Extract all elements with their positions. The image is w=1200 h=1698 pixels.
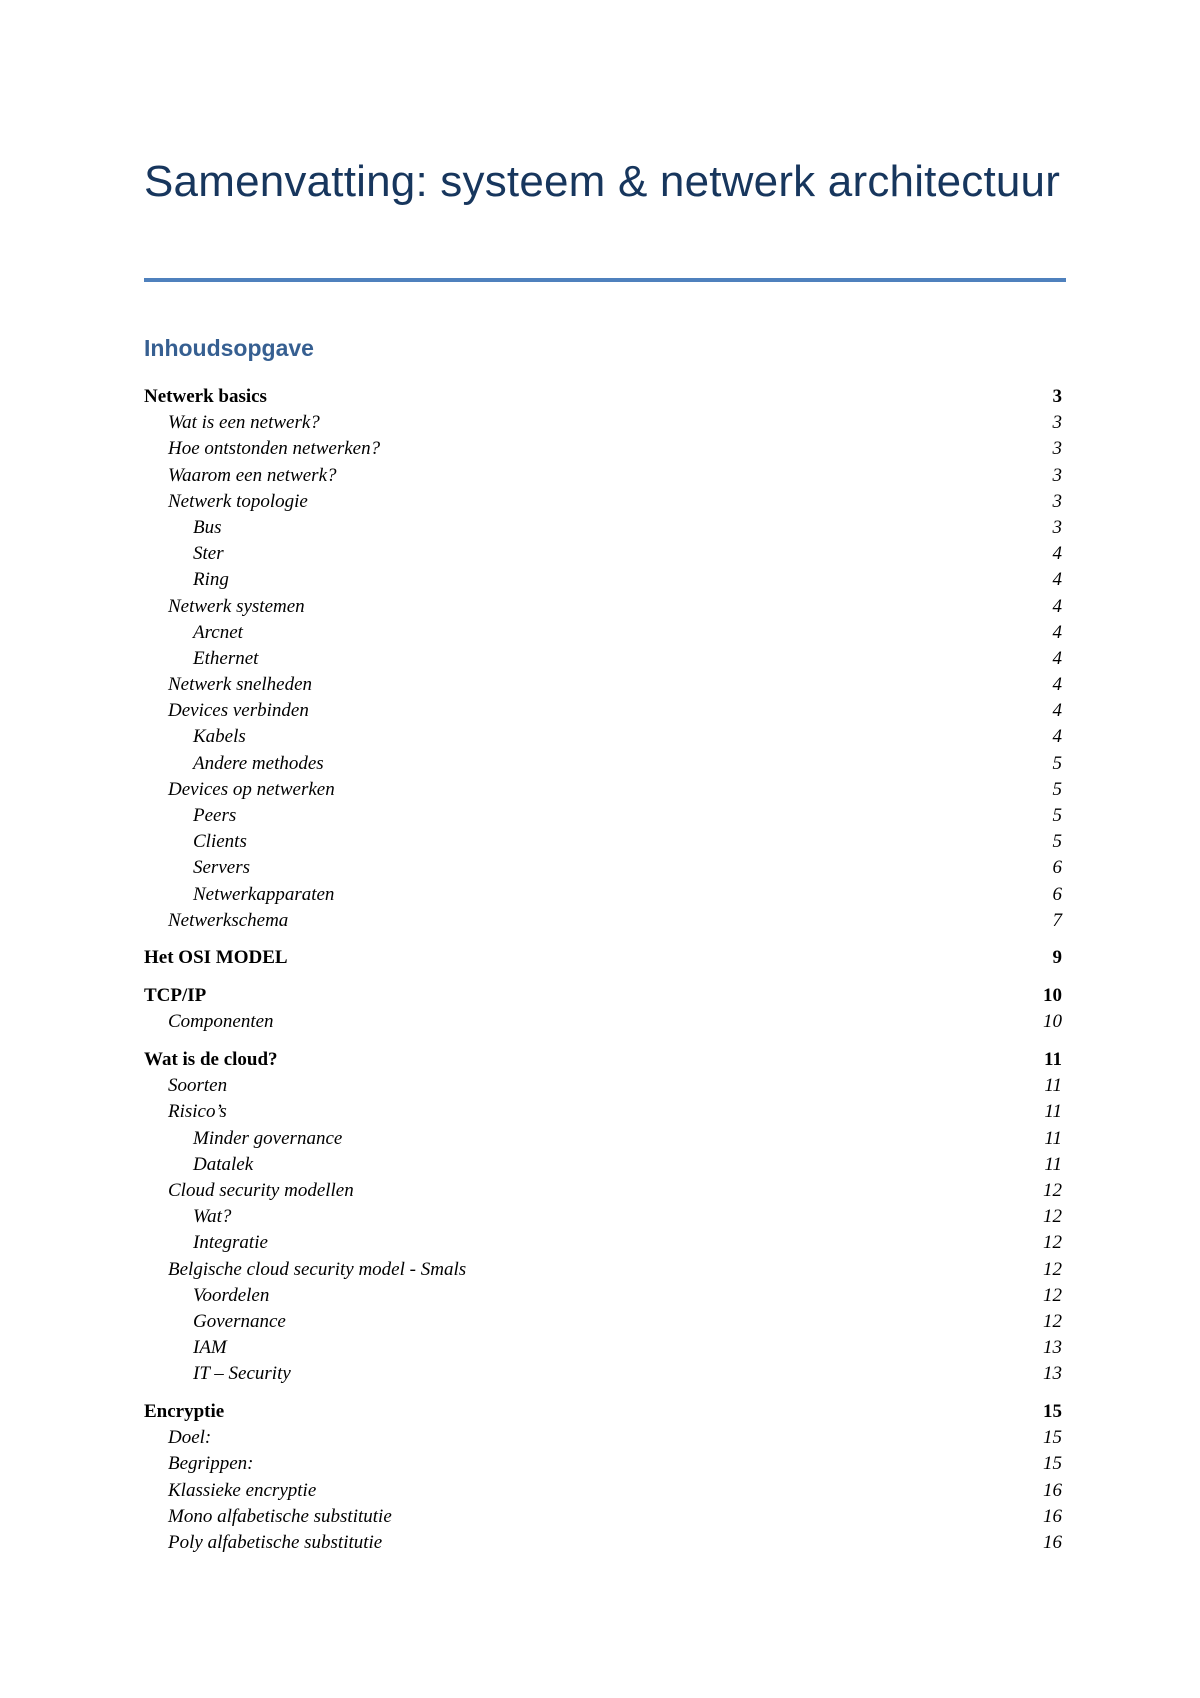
toc-entry-label: Arcnet — [193, 621, 243, 643]
toc-entry-page-number: 4 — [1052, 569, 1062, 591]
toc-entry-label: Bus — [193, 516, 222, 538]
toc-entry-page-number: 12 — [1043, 1310, 1062, 1332]
toc-entry-label: Het OSI MODEL — [144, 947, 288, 969]
toc-entry[interactable] — [144, 1361, 1066, 1387]
toc-entry-page-number: 16 — [1043, 1531, 1062, 1553]
toc-entry[interactable] — [144, 1283, 1066, 1309]
toc-entry[interactable] — [144, 724, 1066, 750]
toc-entry-label: Netwerk basics — [144, 386, 267, 407]
toc-entry-page-number: 12 — [1043, 1206, 1062, 1228]
toc-entry[interactable] — [144, 777, 1066, 803]
toc-entry[interactable] — [144, 1126, 1066, 1152]
toc-entry[interactable] — [144, 829, 1066, 855]
toc-entry-label: Mono alfabetische substitutie — [168, 1505, 392, 1527]
toc-entry[interactable] — [144, 646, 1066, 672]
toc-entry[interactable] — [144, 1047, 1066, 1073]
toc-entry-page-number: 12 — [1043, 1258, 1062, 1280]
toc-entry-label: Begrippen: — [168, 1453, 254, 1475]
toc-entry[interactable] — [144, 384, 1066, 410]
toc-entry-page-number: 15 — [1043, 1453, 1062, 1475]
toc-entry-label: Wat? — [193, 1206, 232, 1228]
toc-entry-label: Wat is een netwerk? — [168, 412, 320, 434]
toc-entry-page-number: 5 — [1052, 752, 1062, 774]
toc-entry[interactable] — [144, 1399, 1066, 1425]
toc-entry-label: Belgische cloud security model - Smals — [168, 1258, 467, 1280]
toc-entry[interactable] — [144, 489, 1066, 515]
toc-entry[interactable] — [144, 1009, 1066, 1035]
toc-entry-label: TCP/IP — [144, 985, 207, 1007]
toc-entry-label: Risico’s — [168, 1101, 227, 1123]
toc-entry-label: Doel: — [168, 1427, 212, 1449]
toc-entry-label: Wat is de cloud? — [144, 1049, 278, 1070]
toc-entry-label: IT – Security — [193, 1363, 291, 1385]
toc-entry[interactable] — [144, 594, 1066, 620]
toc-entry[interactable] — [144, 620, 1066, 646]
toc-entry-page-number: 11 — [1044, 1075, 1062, 1097]
toc-entry-page-number: 11 — [1044, 1127, 1062, 1149]
toc-entry[interactable] — [144, 698, 1066, 724]
toc-entry-label: Ethernet — [193, 647, 259, 669]
toc-entry[interactable] — [144, 436, 1066, 462]
toc-entry[interactable] — [144, 1178, 1066, 1204]
toc-entry-label: Voordelen — [193, 1284, 270, 1306]
toc-heading: Inhoudsopgave — [144, 335, 314, 361]
toc-entry-label: Kabels — [193, 726, 246, 748]
toc-entry[interactable] — [144, 1073, 1066, 1099]
toc-entry[interactable] — [144, 1152, 1066, 1178]
toc-entry[interactable] — [144, 908, 1066, 934]
toc-entry[interactable] — [144, 1478, 1066, 1504]
toc-entry-label: Servers — [193, 857, 250, 879]
toc-entry-label: Netwerkapparaten — [193, 883, 335, 905]
toc-entry-page-number: 15 — [1043, 1400, 1062, 1422]
toc-entry[interactable] — [144, 463, 1066, 489]
toc-entry-page-number: 4 — [1052, 647, 1062, 669]
toc-entry-page-number: 3 — [1052, 464, 1062, 486]
toc-entry-label: Soorten — [168, 1075, 228, 1097]
toc-entry[interactable] — [144, 672, 1066, 698]
toc-entry-page-number: 11 — [1044, 1153, 1062, 1175]
toc-entry[interactable] — [144, 1309, 1066, 1335]
table-of-contents — [144, 384, 1066, 1556]
toc-entry[interactable] — [144, 1257, 1066, 1283]
toc-entry-page-number: 6 — [1052, 883, 1062, 905]
toc-entry[interactable] — [144, 1504, 1066, 1530]
toc-entry[interactable] — [144, 803, 1066, 829]
toc-entry-page-number: 7 — [1052, 909, 1062, 931]
toc-entry-label: Devices verbinden — [168, 700, 309, 722]
toc-entry-label: Encryptie — [144, 1400, 225, 1422]
toc-entry-page-number: 13 — [1043, 1337, 1062, 1359]
toc-entry[interactable] — [144, 410, 1066, 436]
toc-entry-label: Waarom een netwerk? — [168, 464, 337, 486]
toc-entry-page-number: 13 — [1043, 1363, 1062, 1385]
toc-entry-page-number: 11 — [1044, 1101, 1062, 1123]
toc-entry-label: Datalek — [193, 1153, 254, 1175]
toc-entry[interactable] — [144, 541, 1066, 567]
toc-entry-label: Netwerk snelheden — [168, 674, 313, 696]
toc-entry[interactable] — [144, 882, 1066, 908]
toc-entry-page-number: 12 — [1043, 1232, 1062, 1254]
toc-entry-page-number: 10 — [1043, 1011, 1062, 1033]
toc-entry[interactable] — [144, 515, 1066, 541]
toc-entry-label: Cloud security modellen — [168, 1179, 354, 1201]
toc-entry[interactable] — [144, 1425, 1066, 1451]
toc-entry-page-number: 4 — [1052, 621, 1062, 643]
toc-entry-label: Governance — [193, 1310, 286, 1332]
toc-entry[interactable] — [144, 1335, 1066, 1361]
toc-entry[interactable] — [144, 983, 1066, 1009]
toc-entry-page-number: 3 — [1052, 386, 1062, 407]
toc-entry-page-number: 6 — [1052, 857, 1062, 879]
toc-entry-page-number: 3 — [1052, 438, 1062, 460]
toc-entry-page-number: 5 — [1052, 778, 1062, 800]
toc-entry-page-number: 15 — [1043, 1427, 1062, 1449]
toc-entry[interactable] — [144, 1451, 1066, 1477]
toc-entry-label: IAM — [193, 1337, 227, 1359]
toc-entry-page-number: 4 — [1052, 674, 1062, 696]
toc-entry-page-number: 5 — [1052, 805, 1062, 826]
toc-entry-page-number: 16 — [1043, 1505, 1062, 1527]
document-title: Samenvatting: systeem & netwerk architectuur — [144, 157, 1061, 206]
toc-entry-label: Minder governance — [193, 1127, 343, 1149]
toc-entry-page-number: 12 — [1043, 1179, 1062, 1201]
toc-entry-label: Integratie — [193, 1232, 268, 1254]
toc-entry-page-number: 12 — [1043, 1284, 1062, 1306]
toc-entry-label: Netwerkschema — [168, 909, 289, 931]
toc-entry[interactable] — [144, 855, 1066, 881]
toc-entry-page-number: 3 — [1052, 516, 1062, 538]
toc-entry-page-number: 10 — [1043, 985, 1062, 1007]
toc-entry-label: Ster — [193, 543, 224, 565]
toc-entry-page-number: 3 — [1052, 490, 1062, 512]
toc-entry[interactable] — [144, 945, 1066, 971]
toc-entry-page-number: 16 — [1043, 1479, 1062, 1501]
toc-entry-page-number: 9 — [1052, 947, 1062, 969]
toc-entry-label: Devices op netwerken — [168, 778, 335, 800]
toc-entry[interactable] — [144, 751, 1066, 777]
toc-entry-page-number: 4 — [1052, 726, 1062, 748]
toc-entry[interactable] — [144, 567, 1066, 593]
title-underline — [144, 278, 1066, 282]
toc-entry-label: Hoe ontstonden netwerken? — [168, 438, 381, 460]
toc-entry-label: Componenten — [168, 1011, 274, 1033]
toc-entry-page-number: 4 — [1052, 700, 1062, 722]
toc-entry-label: Netwerk systemen — [168, 595, 305, 617]
toc-entry-label: Klassieke encryptie — [168, 1479, 317, 1501]
toc-entry-page-number: 4 — [1052, 543, 1062, 565]
toc-entry-label: Peers — [193, 805, 237, 826]
toc-entry-page-number: 3 — [1052, 412, 1062, 434]
toc-entry[interactable] — [144, 1230, 1066, 1256]
toc-entry-label: Andere methodes — [193, 752, 324, 774]
toc-entry-label: Clients — [193, 831, 247, 853]
toc-entry[interactable] — [144, 1530, 1066, 1556]
toc-entry[interactable] — [144, 1099, 1066, 1125]
toc-entry-label: Netwerk topologie — [168, 490, 308, 512]
toc-entry[interactable] — [144, 1204, 1066, 1230]
toc-entry-page-number: 4 — [1052, 595, 1062, 617]
toc-entry-label: Poly alfabetische substitutie — [168, 1531, 383, 1553]
toc-entry-page-number: 5 — [1052, 831, 1062, 853]
toc-entry-label: Ring — [193, 569, 229, 591]
toc-entry-page-number: 11 — [1044, 1049, 1062, 1070]
